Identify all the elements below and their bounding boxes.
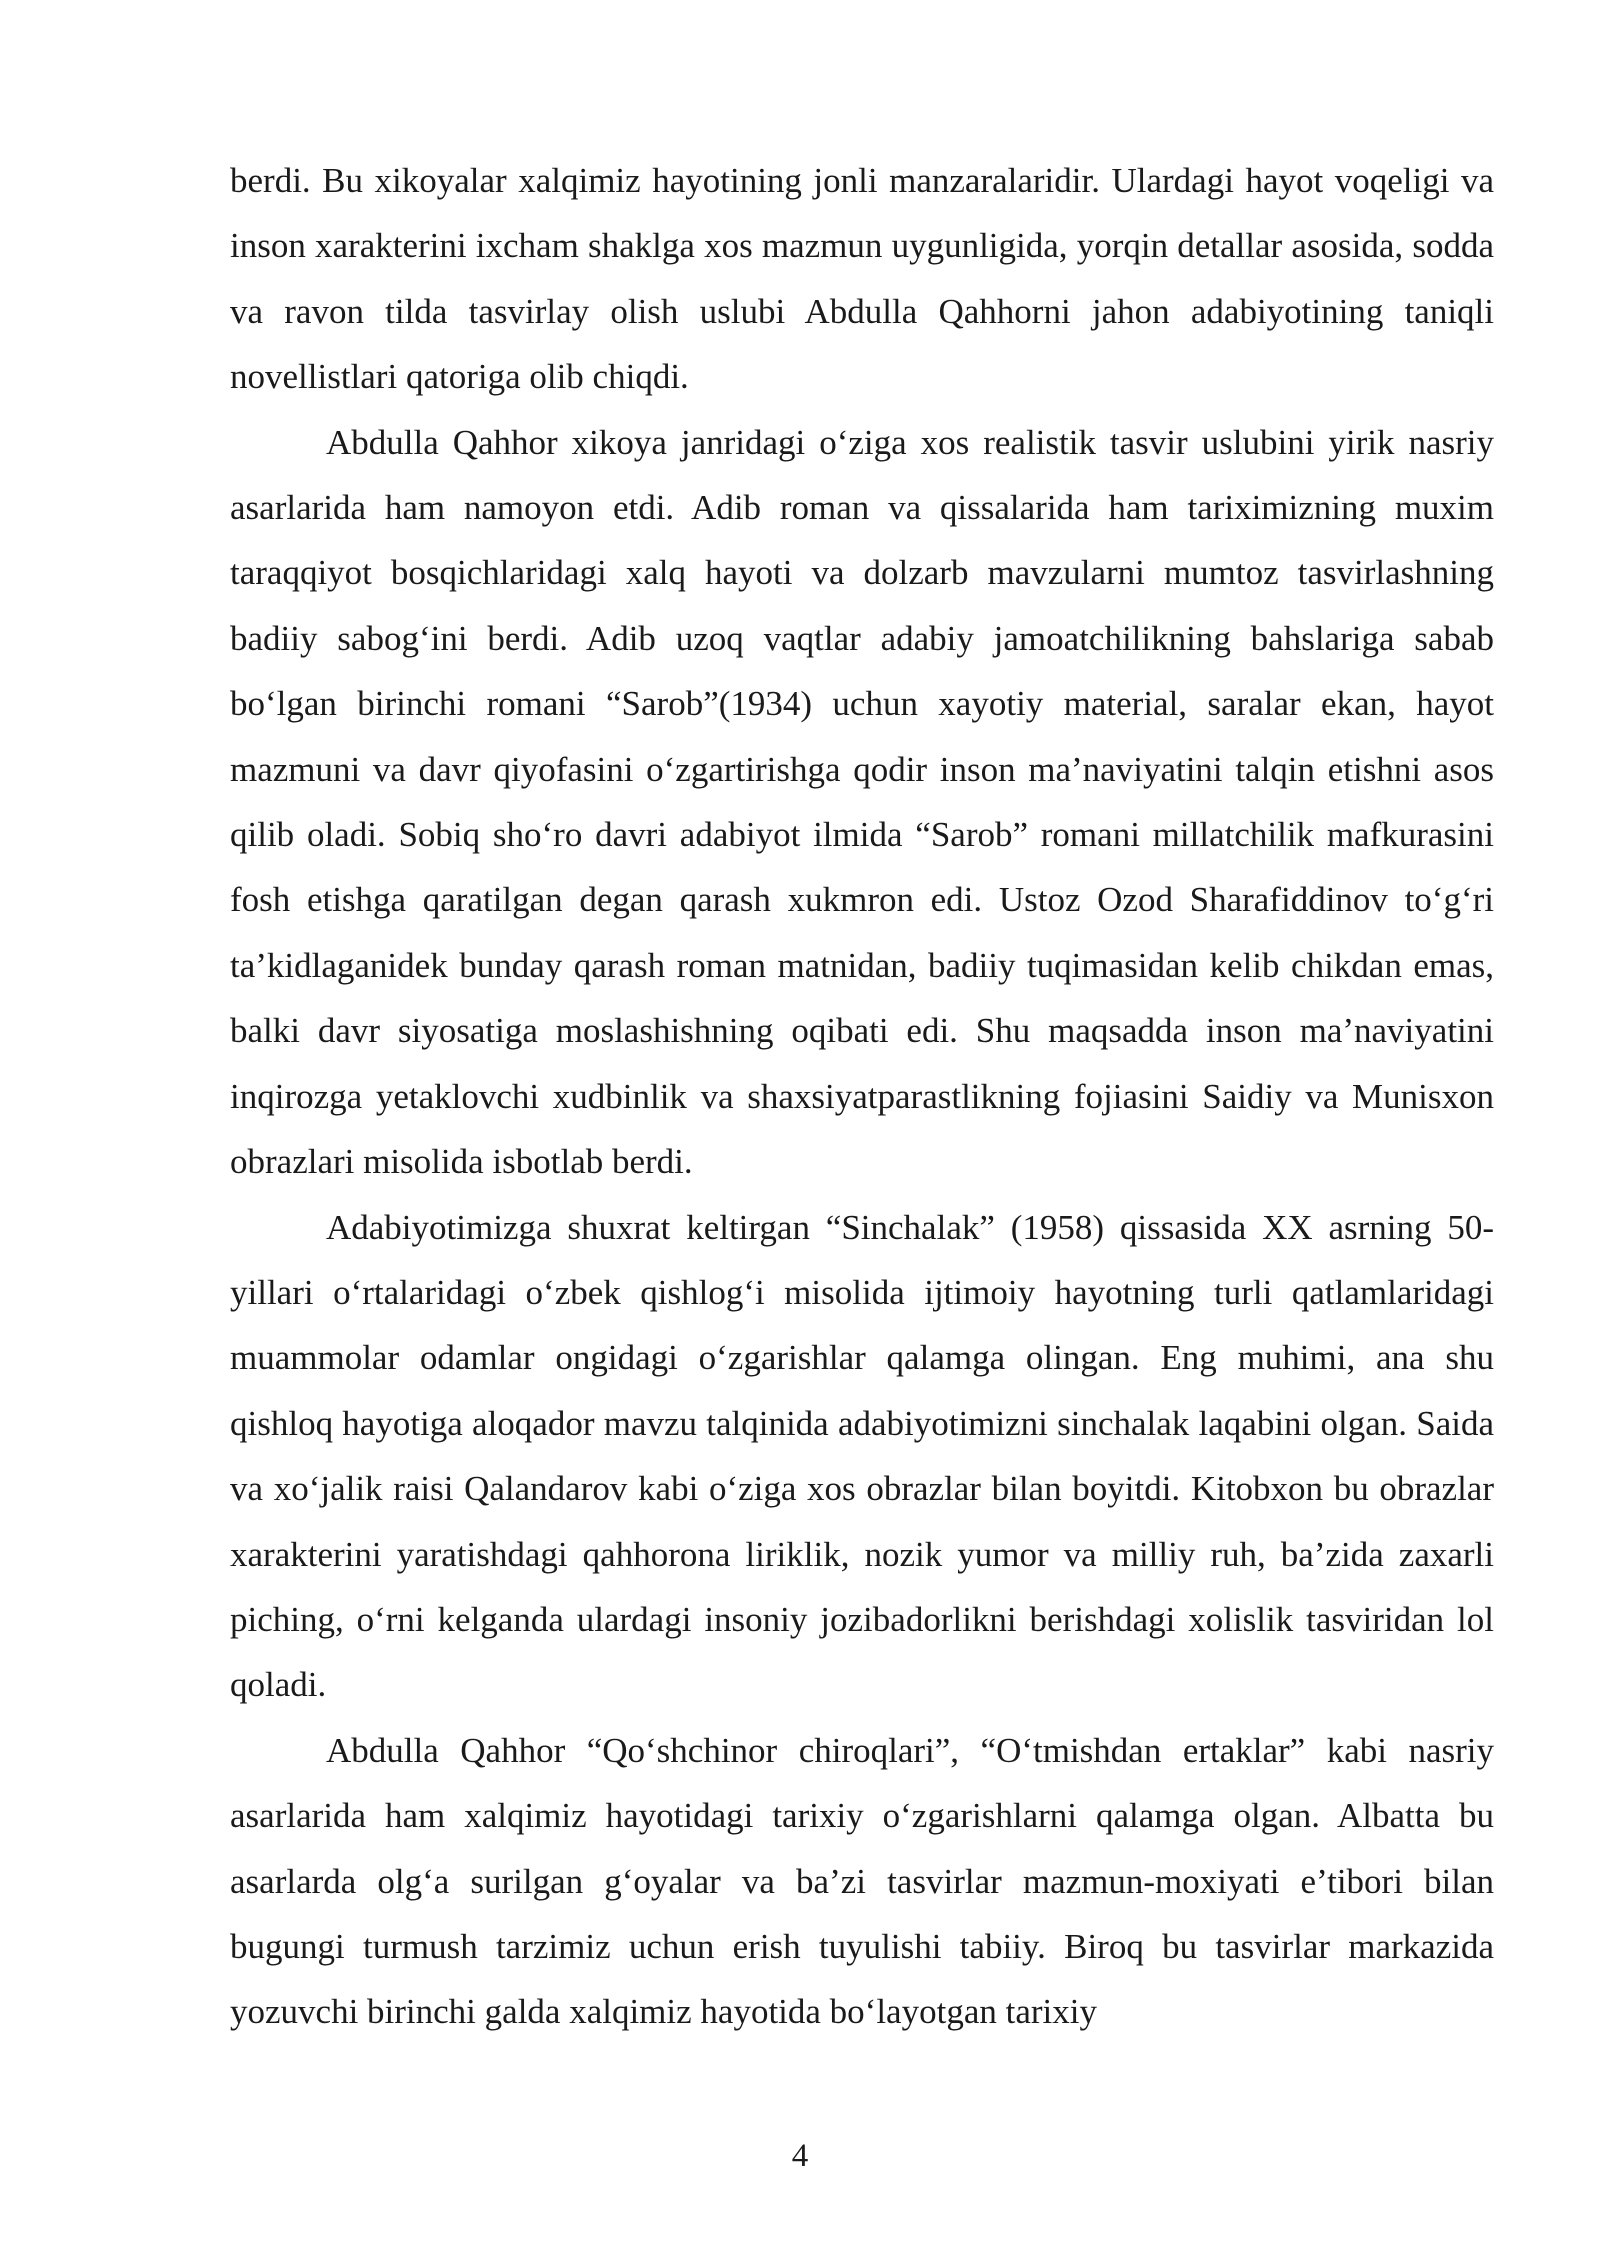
page-number: 4 bbox=[791, 2138, 809, 2174]
paragraph-sinchalak: Adabiyotimizga shuxrat keltirgan “Sinchalak” (1958) qissasida XX asrning 50-yillari o‘rtalaridagi o‘zbek qishlog‘i misolida ijtimoiy hayotning turli qatlamlaridagi muammolar odamlar ongidagi o‘zgarishlar qalamga olingan. Eng muhimi, ana shu qishloq hayotiga aloqador mavzu talqinida adabiyotimizni sinchalak laqabini olgan. Saida va xo‘jalik raisi Qalandarov kabi o‘ziga xos obrazlar bilan boyitdi. Kitobxon bu obrazlar xarakterini yaratishdagi qahhorona liriklik, nozik yumor va milliy ruh, ba’zida zaxarli piching, o‘rni kelganda ulardagi insoniy jozibadorlikni berishdagi xolislik tasviridan lol qoladi. bbox=[230, 1207, 1494, 1705]
paragraph-continuation: berdi. Bu xikoyalar xalqimiz hayotining jonli manzaralaridir. Ulardagi hayot voqeligi va inson xarakterini ixcham shaklga xos mazmun uygunligida, yorqin detallar asosida, sodda va ravon tilda tasvirlay olish uslubi Abdulla Qahhorni jahon adabiyotining taniqli novellistlari qatoriga olib chiqdi. bbox=[230, 161, 1494, 397]
document-body bbox=[230, 148, 1494, 2045]
paragraph-qoshchinor-chiroqlari: Abdulla Qahhor “Qo‘shchinor chiroqlari”, “O‘tmishdan ertaklar” kabi nasriy asarlarida ham xalqimiz hayotidagi tarixiy o‘zgarishlarni qalamga olgan. Albatta bu asarlarda olg‘a surilgan g‘oyalar va ba’zi tasvirlar mazmun-moxiyati e’tibori bilan bugungi turmush tarzimiz uchun erish tuyulishi tabiiy. Biroq bu tasvirlar markazida yozuvchi birinchi galda xalqimiz hayotida bo‘layotgan tarixiy bbox=[230, 1730, 1494, 2032]
paragraph-abdulla-qahhor-realism: Abdulla Qahhor xikoya janridagi o‘ziga xos realistik tasvir uslubini yirik nasriy asarlarida ham namoyon etdi. Adib roman va qissalarida ham tariximizning muxim taraqqiyot bosqichlaridagi xalq hayoti va dolzarb mavzularni mumtoz tasvirlashning badiiy sabog‘ini berdi. Adib uzoq vaqtlar adabiy jamoatchilikning bahslariga sabab bo‘lgan birinchi romani “Sarob”(1934) uchun xayotiy material, saralar ekan, hayot mazmuni va davr qiyofasini o‘zgartirishga qodir inson ma’naviyatini talqin etishni asos qilib oladi. Sobiq sho‘ro davri adabiyot ilmida “Sarob” romani millatchilik mafkurasini fosh etishga qaratilgan degan qarash xukmron edi. Ustoz Ozod Sharafiddinov to‘g‘ri ta’kidlaganidek bunday qarash roman matnidan, badiiy tuqimasidan kelib chikdan emas, balki davr siyosatiga moslashishning oqibati edi. Shu maqsadda inson ma’naviyatini inqirozga yetaklovchi xudbinlik va shaxsiyatparastlikning fojiasini Saidiy va Munisxon obrazlari misolida isbotlab berdi. bbox=[230, 422, 1494, 1182]
